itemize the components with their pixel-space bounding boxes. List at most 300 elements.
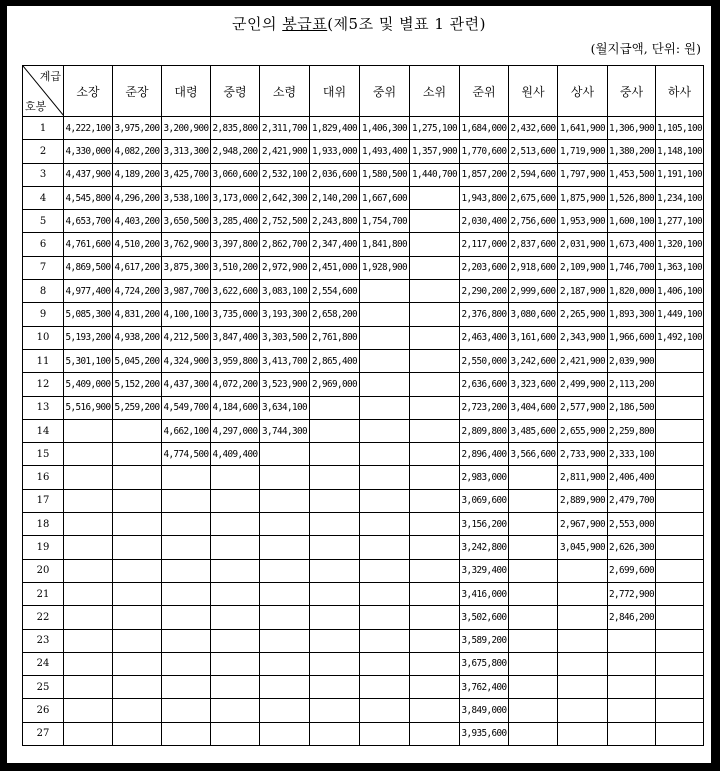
salary-cell: [260, 443, 310, 466]
salary-cell: [509, 699, 558, 722]
salary-cell: [360, 559, 410, 582]
salary-cell: [360, 652, 410, 675]
salary-cell: 3,416,000: [460, 582, 509, 605]
salary-cell: [656, 466, 704, 489]
salary-cell: [113, 559, 162, 582]
salary-cell: 2,421,900: [260, 140, 310, 163]
salary-cell: 1,820,000: [608, 280, 656, 303]
salary-cell: 4,761,600: [64, 233, 113, 256]
salary-cell: 2,109,900: [558, 256, 608, 279]
salary-cell: 2,203,600: [460, 256, 509, 279]
salary-cell: 2,376,800: [460, 303, 509, 326]
salary-cell: 1,893,300: [608, 303, 656, 326]
salary-cell: 2,031,900: [558, 233, 608, 256]
salary-cell: [410, 582, 460, 605]
salary-cell: 2,554,600: [310, 280, 360, 303]
salary-cell: [410, 396, 460, 419]
salary-cell: [656, 559, 704, 582]
salary-cell: [260, 629, 310, 652]
salary-cell: 3,173,000: [211, 186, 260, 209]
table-row: [23, 443, 704, 466]
salary-cell: [410, 233, 460, 256]
salary-cell: 1,148,100: [656, 140, 704, 163]
salary-cell: 2,499,900: [558, 373, 608, 396]
salary-cell: [410, 652, 460, 675]
rank-header: 대위: [310, 66, 360, 117]
salary-cell: 2,113,200: [608, 373, 656, 396]
salary-cell: 1,829,400: [310, 117, 360, 140]
salary-cell: [162, 629, 211, 652]
salary-cell: 2,889,900: [558, 489, 608, 512]
table-row: [23, 652, 704, 675]
salary-cell: 2,432,600: [509, 117, 558, 140]
salary-cell: [360, 699, 410, 722]
salary-cell: [656, 489, 704, 512]
salary-cell: [310, 466, 360, 489]
salary-cell: [608, 676, 656, 699]
hobong-cell: 23: [23, 629, 64, 652]
salary-cell: 1,234,100: [656, 186, 704, 209]
pay-table-body: [23, 117, 704, 746]
salary-cell: [211, 582, 260, 605]
salary-cell: 1,684,000: [460, 117, 509, 140]
table-row: [23, 606, 704, 629]
table-row: [23, 117, 704, 140]
salary-cell: [211, 722, 260, 745]
salary-cell: 3,285,400: [211, 210, 260, 233]
salary-cell: [360, 606, 410, 629]
salary-cell: 2,733,900: [558, 443, 608, 466]
salary-cell: 3,413,700: [260, 349, 310, 372]
salary-cell: [310, 419, 360, 442]
salary-cell: 1,526,800: [608, 186, 656, 209]
salary-cell: [360, 373, 410, 396]
salary-cell: [113, 443, 162, 466]
salary-cell: [162, 513, 211, 536]
salary-cell: [410, 210, 460, 233]
salary-cell: [310, 582, 360, 605]
salary-cell: 1,667,600: [360, 186, 410, 209]
salary-cell: 4,653,700: [64, 210, 113, 233]
salary-cell: [410, 559, 460, 582]
rank-header: 중령: [211, 66, 260, 117]
salary-cell: 4,324,900: [162, 349, 211, 372]
salary-cell: 1,363,100: [656, 256, 704, 279]
salary-cell: [656, 582, 704, 605]
salary-cell: [360, 349, 410, 372]
salary-cell: 2,406,400: [608, 466, 656, 489]
salary-cell: 2,243,800: [310, 210, 360, 233]
salary-cell: [64, 606, 113, 629]
salary-cell: 4,297,000: [211, 419, 260, 442]
salary-cell: 2,837,600: [509, 233, 558, 256]
salary-cell: 3,847,400: [211, 326, 260, 349]
salary-cell: 2,983,000: [460, 466, 509, 489]
rank-header: 소령: [260, 66, 310, 117]
salary-cell: 5,259,200: [113, 396, 162, 419]
salary-cell: 2,658,200: [310, 303, 360, 326]
salary-cell: 3,566,600: [509, 443, 558, 466]
salary-cell: 1,797,900: [558, 163, 608, 186]
salary-cell: [410, 536, 460, 559]
salary-cell: 3,083,100: [260, 280, 310, 303]
salary-cell: [558, 699, 608, 722]
salary-cell: [360, 326, 410, 349]
salary-cell: 4,184,600: [211, 396, 260, 419]
salary-cell: 2,479,700: [608, 489, 656, 512]
salary-cell: 3,303,500: [260, 326, 310, 349]
hobong-cell: 14: [23, 419, 64, 442]
rank-header: 준위: [460, 66, 509, 117]
salary-cell: 4,724,200: [113, 280, 162, 303]
salary-cell: 2,642,300: [260, 186, 310, 209]
salary-cell: 4,510,200: [113, 233, 162, 256]
salary-cell: [360, 536, 410, 559]
salary-cell: [162, 606, 211, 629]
salary-cell: 2,835,800: [211, 117, 260, 140]
salary-cell: [656, 606, 704, 629]
salary-cell: 3,622,600: [211, 280, 260, 303]
salary-cell: [211, 536, 260, 559]
salary-cell: 2,655,900: [558, 419, 608, 442]
salary-cell: [310, 606, 360, 629]
table-row: [23, 466, 704, 489]
salary-cell: 3,242,600: [509, 349, 558, 372]
salary-cell: 3,200,900: [162, 117, 211, 140]
salary-cell: 1,357,900: [410, 140, 460, 163]
salary-cell: [260, 489, 310, 512]
document-page: [7, 6, 711, 763]
salary-cell: 4,403,200: [113, 210, 162, 233]
salary-cell: [260, 536, 310, 559]
corner-label-step: 호봉: [25, 100, 47, 113]
table-row: [23, 186, 704, 209]
salary-cell: [410, 513, 460, 536]
salary-cell: 3,502,600: [460, 606, 509, 629]
salary-cell: 1,449,100: [656, 303, 704, 326]
salary-cell: 3,675,800: [460, 652, 509, 675]
salary-cell: 2,463,400: [460, 326, 509, 349]
salary-cell: [64, 513, 113, 536]
salary-cell: 2,969,000: [310, 373, 360, 396]
table-row: [23, 373, 704, 396]
salary-cell: 1,746,700: [608, 256, 656, 279]
salary-cell: [162, 652, 211, 675]
salary-cell: 3,193,300: [260, 303, 310, 326]
salary-cell: 5,085,300: [64, 303, 113, 326]
salary-cell: 2,752,500: [260, 210, 310, 233]
salary-cell: 2,532,100: [260, 163, 310, 186]
rank-header: 소위: [410, 66, 460, 117]
salary-cell: 1,943,800: [460, 186, 509, 209]
salary-cell: [310, 722, 360, 745]
salary-cell: 2,999,600: [509, 280, 558, 303]
salary-cell: [113, 606, 162, 629]
salary-cell: [211, 489, 260, 512]
table-row: [23, 419, 704, 442]
table-row: [23, 349, 704, 372]
salary-cell: [558, 629, 608, 652]
salary-cell: [260, 699, 310, 722]
salary-cell: [656, 396, 704, 419]
salary-cell: 2,723,200: [460, 396, 509, 419]
salary-cell: [410, 466, 460, 489]
salary-cell: 4,437,900: [64, 163, 113, 186]
salary-cell: [410, 676, 460, 699]
salary-cell: [360, 629, 410, 652]
salary-cell: 3,849,000: [460, 699, 509, 722]
salary-cell: 4,296,200: [113, 186, 162, 209]
salary-cell: 2,265,900: [558, 303, 608, 326]
salary-cell: 3,485,600: [509, 419, 558, 442]
salary-cell: [310, 396, 360, 419]
salary-cell: [64, 722, 113, 745]
salary-cell: [162, 676, 211, 699]
salary-cell: 3,935,600: [460, 722, 509, 745]
hobong-cell: 20: [23, 559, 64, 582]
salary-cell: 2,311,700: [260, 117, 310, 140]
header-row: [23, 66, 704, 117]
salary-cell: 2,036,600: [310, 163, 360, 186]
salary-cell: 2,699,600: [608, 559, 656, 582]
hobong-cell: 24: [23, 652, 64, 675]
salary-cell: 1,580,500: [360, 163, 410, 186]
salary-cell: [113, 419, 162, 442]
table-row: [23, 722, 704, 745]
salary-cell: [558, 652, 608, 675]
salary-cell: 2,967,900: [558, 513, 608, 536]
salary-cell: [410, 256, 460, 279]
salary-cell: 2,626,300: [608, 536, 656, 559]
salary-cell: [410, 606, 460, 629]
salary-cell: [113, 629, 162, 652]
salary-cell: [608, 699, 656, 722]
salary-cell: 1,493,400: [360, 140, 410, 163]
salary-cell: [162, 536, 211, 559]
salary-cell: 3,975,200: [113, 117, 162, 140]
salary-cell: [64, 559, 113, 582]
salary-cell: [310, 513, 360, 536]
salary-cell: [360, 582, 410, 605]
salary-cell: 2,972,900: [260, 256, 310, 279]
salary-cell: [656, 373, 704, 396]
salary-cell: 1,406,100: [656, 280, 704, 303]
salary-cell: [113, 489, 162, 512]
salary-cell: [211, 466, 260, 489]
salary-cell: [113, 536, 162, 559]
table-row: [23, 513, 704, 536]
salary-cell: [509, 629, 558, 652]
salary-cell: 1,600,100: [608, 210, 656, 233]
salary-cell: [310, 629, 360, 652]
salary-cell: [410, 699, 460, 722]
table-row: [23, 303, 704, 326]
table-row: [23, 489, 704, 512]
salary-cell: 3,045,900: [558, 536, 608, 559]
salary-cell: [410, 326, 460, 349]
salary-cell: 1,320,100: [656, 233, 704, 256]
salary-cell: 2,451,000: [310, 256, 360, 279]
salary-cell: 2,039,900: [608, 349, 656, 372]
salary-cell: [113, 582, 162, 605]
salary-cell: [360, 303, 410, 326]
salary-cell: 1,928,900: [360, 256, 410, 279]
salary-cell: [260, 606, 310, 629]
salary-cell: [410, 373, 460, 396]
salary-cell: [310, 699, 360, 722]
salary-cell: [64, 536, 113, 559]
salary-cell: [260, 513, 310, 536]
salary-cell: [260, 652, 310, 675]
hobong-cell: 13: [23, 396, 64, 419]
salary-cell: [558, 606, 608, 629]
salary-cell: [509, 582, 558, 605]
rank-header: 중사: [608, 66, 656, 117]
salary-cell: [162, 722, 211, 745]
salary-cell: [211, 606, 260, 629]
table-row: [23, 699, 704, 722]
salary-cell: 3,156,200: [460, 513, 509, 536]
salary-cell: [64, 489, 113, 512]
salary-cell: 3,523,900: [260, 373, 310, 396]
salary-cell: 1,440,700: [410, 163, 460, 186]
salary-cell: 3,634,100: [260, 396, 310, 419]
salary-cell: [64, 676, 113, 699]
salary-cell: 2,772,900: [608, 582, 656, 605]
salary-cell: [410, 419, 460, 442]
salary-cell: 4,869,500: [64, 256, 113, 279]
salary-cell: [509, 606, 558, 629]
salary-cell: 2,421,900: [558, 349, 608, 372]
unit-note: (월지급액, 단위: 원): [590, 41, 701, 56]
salary-cell: 5,516,900: [64, 396, 113, 419]
salary-cell: [509, 513, 558, 536]
salary-cell: 1,719,900: [558, 140, 608, 163]
title-suffix: (제5조 및 별표 1 관련): [327, 15, 487, 33]
salary-cell: 3,735,000: [211, 303, 260, 326]
salary-cell: 2,761,800: [310, 326, 360, 349]
salary-cell: 2,550,000: [460, 349, 509, 372]
salary-cell: [410, 280, 460, 303]
salary-cell: [656, 652, 704, 675]
salary-cell: 2,675,600: [509, 186, 558, 209]
salary-cell: 2,594,600: [509, 163, 558, 186]
salary-cell: [360, 443, 410, 466]
salary-cell: 1,875,900: [558, 186, 608, 209]
table-row: [23, 536, 704, 559]
salary-cell: [310, 536, 360, 559]
hobong-cell: 7: [23, 256, 64, 279]
salary-cell: [64, 443, 113, 466]
salary-cell: [260, 466, 310, 489]
salary-cell: [310, 676, 360, 699]
salary-cell: 4,549,700: [162, 396, 211, 419]
salary-cell: 2,896,400: [460, 443, 509, 466]
salary-cell: [509, 722, 558, 745]
hobong-cell: 6: [23, 233, 64, 256]
salary-cell: [509, 652, 558, 675]
salary-cell: 2,513,600: [509, 140, 558, 163]
table-row: [23, 326, 704, 349]
salary-cell: [410, 186, 460, 209]
salary-cell: 1,754,700: [360, 210, 410, 233]
salary-cell: 1,641,900: [558, 117, 608, 140]
salary-cell: [608, 629, 656, 652]
salary-cell: 1,380,200: [608, 140, 656, 163]
salary-cell: 2,918,600: [509, 256, 558, 279]
hobong-cell: 21: [23, 582, 64, 605]
salary-cell: 4,774,500: [162, 443, 211, 466]
salary-cell: 2,140,200: [310, 186, 360, 209]
salary-cell: [656, 676, 704, 699]
salary-cell: 3,875,300: [162, 256, 211, 279]
salary-cell: 4,189,200: [113, 163, 162, 186]
salary-cell: [211, 513, 260, 536]
salary-cell: [608, 652, 656, 675]
salary-cell: [211, 559, 260, 582]
table-row: [23, 629, 704, 652]
salary-cell: [211, 676, 260, 699]
salary-cell: 4,662,100: [162, 419, 211, 442]
salary-cell: [360, 280, 410, 303]
hobong-cell: 9: [23, 303, 64, 326]
salary-cell: 3,060,600: [211, 163, 260, 186]
salary-cell: [211, 652, 260, 675]
salary-cell: 2,811,900: [558, 466, 608, 489]
salary-cell: [656, 419, 704, 442]
salary-cell: 3,510,200: [211, 256, 260, 279]
salary-cell: 4,938,200: [113, 326, 162, 349]
salary-cell: 1,406,300: [360, 117, 410, 140]
salary-cell: 2,259,800: [608, 419, 656, 442]
rank-header: 소장: [64, 66, 113, 117]
salary-cell: 2,577,900: [558, 396, 608, 419]
hobong-cell: 16: [23, 466, 64, 489]
salary-cell: 4,409,400: [211, 443, 260, 466]
salary-cell: [509, 489, 558, 512]
salary-cell: [113, 699, 162, 722]
salary-cell: 1,673,400: [608, 233, 656, 256]
salary-cell: [410, 303, 460, 326]
salary-cell: [113, 513, 162, 536]
salary-cell: [656, 629, 704, 652]
salary-cell: [509, 676, 558, 699]
salary-cell: [64, 699, 113, 722]
salary-cell: [64, 582, 113, 605]
table-row: [23, 676, 704, 699]
salary-cell: [558, 722, 608, 745]
salary-cell: 2,948,200: [211, 140, 260, 163]
salary-cell: [410, 443, 460, 466]
salary-cell: 4,545,800: [64, 186, 113, 209]
title-prefix: 군인의: [231, 15, 283, 33]
hobong-cell: 10: [23, 326, 64, 349]
salary-cell: 4,100,100: [162, 303, 211, 326]
rank-header: 하사: [656, 66, 704, 117]
salary-cell: 5,409,000: [64, 373, 113, 396]
salary-cell: [509, 559, 558, 582]
salary-cell: 3,242,800: [460, 536, 509, 559]
salary-cell: 3,397,800: [211, 233, 260, 256]
hobong-cell: 15: [23, 443, 64, 466]
table-row: [23, 256, 704, 279]
salary-cell: 5,301,100: [64, 349, 113, 372]
hobong-cell: 1: [23, 117, 64, 140]
salary-cell: [509, 466, 558, 489]
salary-cell: 3,762,400: [460, 676, 509, 699]
salary-cell: [558, 676, 608, 699]
hobong-cell: 4: [23, 186, 64, 209]
